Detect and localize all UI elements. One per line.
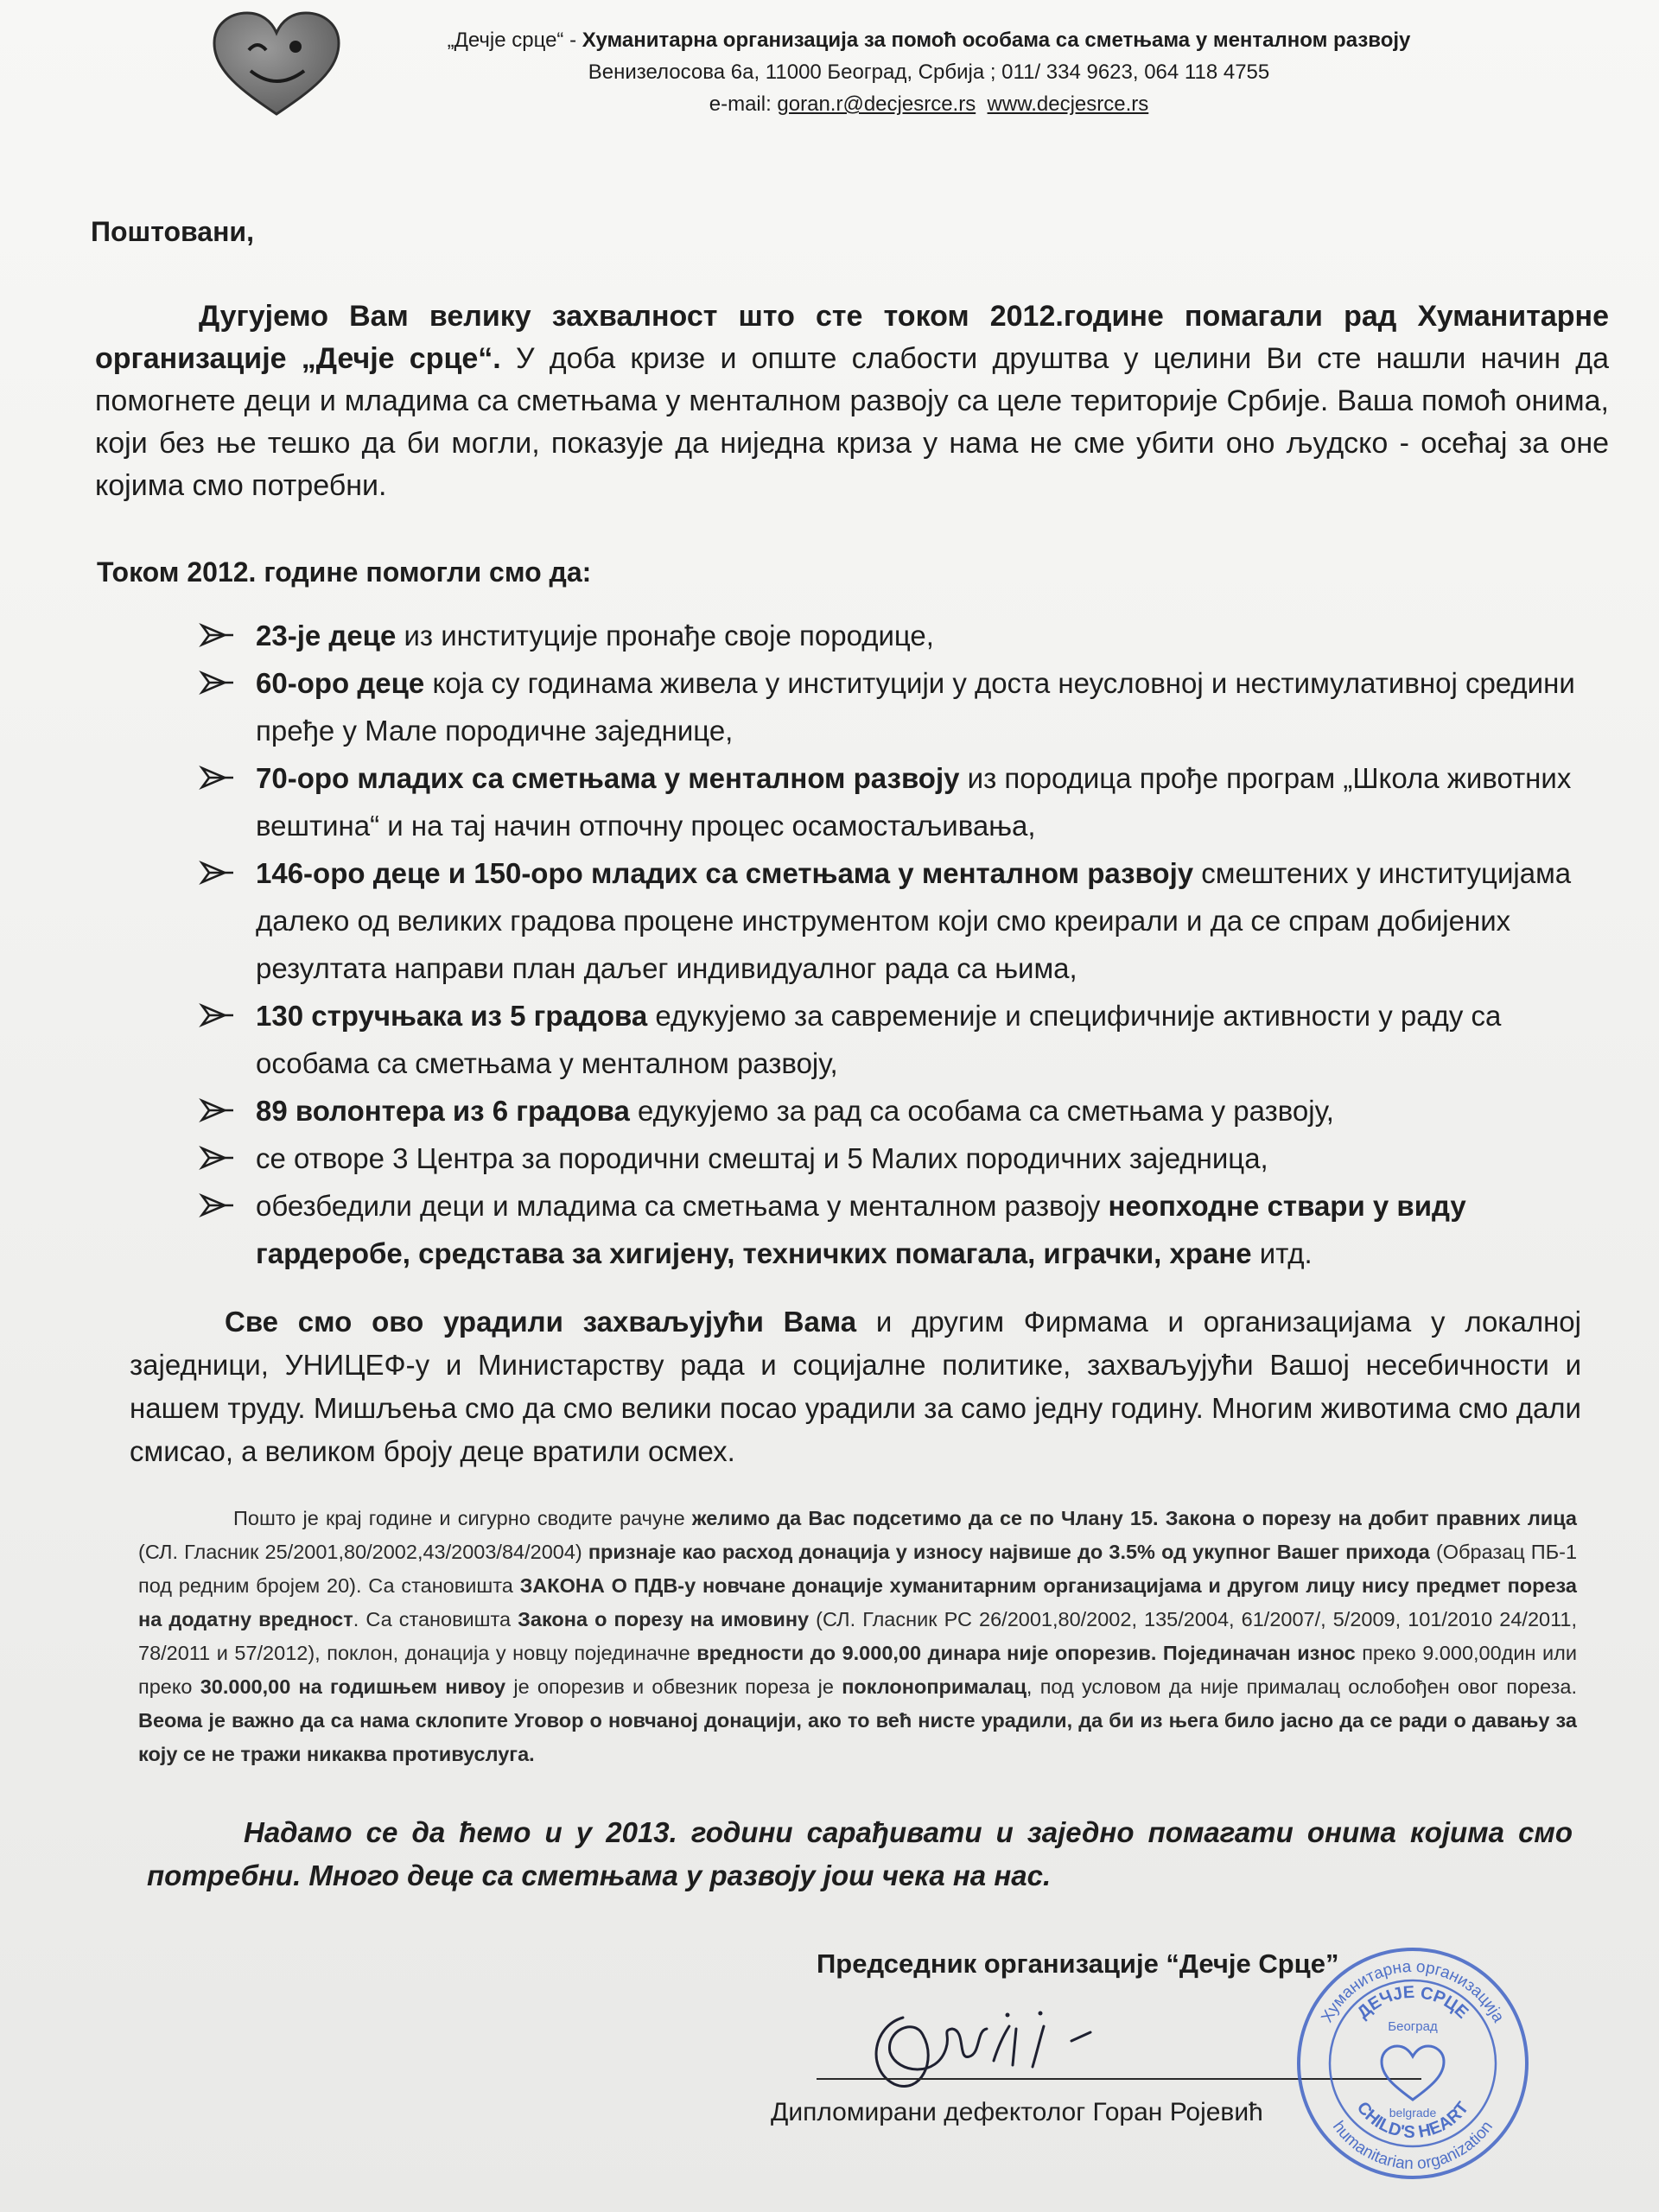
list-item (199, 1135, 1599, 1182)
item-highlight-2: неопходне ствари у виду гардеробе, средстава за хигијену, техничких помагала, играчки, хране (256, 1190, 1466, 1269)
list-item (199, 992, 1599, 1087)
tax-highlight: ЗАКОНА О ПДВ-у (519, 1574, 696, 1597)
president-title: Председник организације “Дечје Срце” (817, 1948, 1339, 1979)
closing-text: Надамо се да ћемо и у 2013. години сарађивати и заједно помагати онима којима смо потребни. Много деце са сметњама у развоју још чека на нас. (147, 1816, 1573, 1891)
tax-text: Пошто је крај године и сигурно сводите рачуне (233, 1507, 692, 1529)
tax-text: (Образац ПБ-1 под редним бројем 20). Са становишта (138, 1541, 1578, 1597)
tax-highlight: поклонопрималац (842, 1675, 1027, 1698)
tax-highlight: Закона о порезу на имовину (518, 1608, 810, 1630)
achievements-list (199, 612, 1599, 1277)
arrow-bullet-icon (199, 670, 237, 696)
arrow-bullet-icon (199, 1097, 237, 1123)
thanks-text: и другим Фирмама и организацијама у локалној заједници, УНИЦЕФ-у и Министарству рада и социјалне политике, захваљујући Вашој несебичности и нашем труду. Мишљења смо да смо велики посао урадили за само једну годину. Многим животима смо дали смисао, а великом броју деце вратили осмех. (130, 1306, 1581, 1467)
item-highlight: 89 волонтера из 6 градова (256, 1095, 630, 1127)
tax-highlight: Веома је важно да са нама склопите Уговор о новчаној донацији, ако то већ нисте урадили, да би из њега било јасно да се ради о давању за коју се не тражи никаква противуслуга. (138, 1709, 1577, 1765)
stamp-inner-bottom: CHILD'S HEART (1352, 2098, 1473, 2143)
tax-highlight: 30.000,00 на годишњем нивоу (200, 1675, 506, 1698)
item-text: едукујемо за рад са особама са сметњама у развоју, (629, 1095, 1334, 1127)
item-highlight: 146-оро деце и 150-оро младих са сметњама у менталном развоју (256, 857, 1194, 889)
item-text: обезбедили деци и младима са сметњама у менталном развоју (256, 1190, 1109, 1222)
arrow-bullet-icon (199, 765, 237, 791)
item-highlight: 23-је деце (256, 620, 397, 652)
item-text-2: итд. (1251, 1237, 1313, 1269)
header-separator: - (563, 29, 582, 52)
list-item (199, 659, 1599, 754)
arrow-bullet-icon (199, 622, 237, 648)
section-heading: Током 2012. године помогли смо да: (97, 556, 592, 588)
item-text: из институције пронађе своје породице, (396, 620, 934, 652)
letterhead (207, 9, 1486, 121)
signer-name: Дипломирани дефектолог Горан Ројевић (771, 2098, 1263, 2126)
intro-paragraph (95, 296, 1609, 507)
svg-text:ДЕЧЈЕ СРЦЕ (1354, 1983, 1472, 2023)
winking-heart-logo (207, 9, 346, 121)
list-item (199, 612, 1599, 659)
list-item (199, 1182, 1599, 1277)
org-description: Хуманитарна организација за помоћ особама са сметњама у менталном развоју (582, 29, 1411, 52)
thanks-bold: Све смо ово урадили захваљујући Вама (225, 1306, 857, 1338)
thanks-paragraph (130, 1300, 1581, 1473)
item-highlight: 60-оро деце (256, 667, 425, 699)
tax-notice (138, 1502, 1577, 1771)
org-name: „Дечје срце“ (447, 29, 564, 52)
closing-paragraph (147, 1811, 1573, 1897)
tax-text: преко 9.000,00дин или преко (138, 1642, 1577, 1698)
stamp-outer-bottom: humanitarian organization (1328, 2118, 1497, 2174)
email-link[interactable]: goran.r@decjesrce.rs (777, 92, 976, 116)
list-item (199, 849, 1599, 992)
tax-highlight: вредности до 9.000,00 динара није опорезив. Појединачан износ (696, 1642, 1356, 1664)
stamp-inner-top: ДЕЧЈЕ СРЦЕ (1353, 1982, 1472, 2023)
organization-stamp (1292, 1942, 1534, 2184)
item-text: едукујемо за савременије и специфичније активности у раду са особама са сметњама у менталном развоју, (256, 1000, 1502, 1079)
list-item (199, 754, 1599, 849)
stamp-outer-top: Хуманитарна организација (1318, 1957, 1508, 2026)
item-text: која су годинама живела у институцији у доста неусловној и нестимулативној средини пређе у Мале породичне заједнице, (256, 667, 1575, 747)
intro-text: У доба кризе и опште слабости друштва у целини Ви сте нашли начин да помогнете деци и младима са сметњама у менталном развоју са целе територије Србије. Ваша помоћ онима, који без ње тешко да би могли, показује да ниједна криза у нама не сме убити оно људско - осећај за оне којима смо потребни. (95, 342, 1610, 502)
item-text: се отворе 3 Центра за породични смештај и 5 Малих породичних заједница, (256, 1142, 1268, 1174)
arrow-bullet-icon (199, 860, 237, 886)
intro-bold: Дугујемо Вам велику захвалност што сте током 2012.године помагали рад Хуманитарне организације „Дечје срце“. (95, 300, 1609, 375)
tax-highlight: признаје као расход донација у износу највише до 3.5% од укупног Вашег прихода (588, 1541, 1430, 1563)
item-highlight: 130 стручњака из 5 градова (256, 1000, 648, 1032)
tax-text: (СЛ. Гласник РС 26/2001,80/2002, 135/2004, 61/2007/, 5/2009, 101/2010 24/2011, 78/2011 и 57/2012), поклон, донација у новцу појединачне (138, 1608, 1578, 1664)
arrow-bullet-icon (199, 1145, 237, 1171)
item-text: смештених у институцијама далеко од великих градова процене инструментом који смо креирали и да се спрам добијених резултата направи план даљег индивидуалног рада са њима, (256, 857, 1572, 984)
arrow-bullet-icon (199, 1192, 237, 1218)
handwritten-signature (855, 1987, 1149, 2108)
org-address: Венизелосова 6а, 11000 Београд, Србија ; 011/ 334 9623, 064 118 4755 (588, 60, 1270, 84)
stamp-city-en: belgrade (1389, 2106, 1437, 2120)
stamp-city-sr: Београд (1388, 2019, 1438, 2034)
website-link[interactable]: www.decjesrce.rs (987, 92, 1149, 116)
item-highlight: 70-оро младих са сметњама у менталном развоју (256, 762, 960, 794)
stamp-heart-icon (1382, 2046, 1444, 2100)
tax-text: је опорезив и обвезник пореза је (505, 1675, 842, 1698)
tax-highlight: желимо да Вас подсетимо да се по Члану 15. Закона о порезу на добит правних лица (691, 1507, 1577, 1529)
item-text: из породица прође програм „Школа животних вештина“ и на тај начин отпочну процес осамостаљивања, (256, 762, 1572, 842)
email-label: e-mail: (709, 92, 778, 116)
tax-highlight: новчане донације хуманитарним организацијама и другом лицу нису предмет пореза на додатну вредност (138, 1574, 1578, 1630)
list-item (199, 1087, 1599, 1135)
arrow-bullet-icon (199, 1002, 237, 1028)
tax-text: . Са становишта (353, 1608, 518, 1630)
salutation: Поштовани, (91, 216, 254, 247)
tax-text: (СЛ. Гласник 25/2001,80/2002,43/2003/84/2004) (138, 1541, 588, 1563)
tax-text: , под условом да није прималац ослобођен овог пореза. (1026, 1675, 1578, 1698)
